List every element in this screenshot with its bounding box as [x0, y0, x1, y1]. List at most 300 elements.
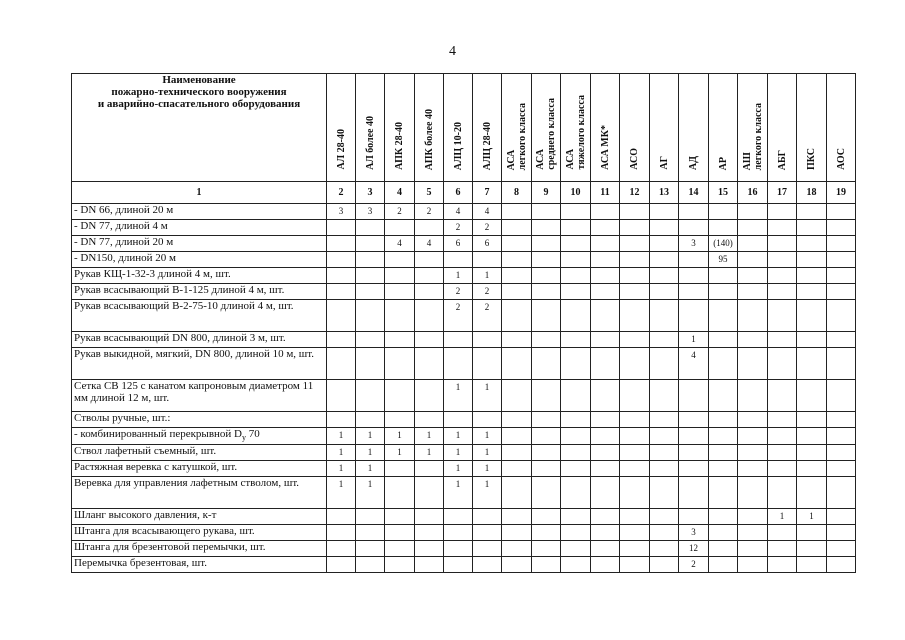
table-row — [72, 477, 856, 509]
table-cell — [827, 509, 856, 525]
table-row — [72, 445, 856, 461]
row-name — [72, 477, 327, 509]
table-cell — [502, 204, 532, 220]
table-cell — [561, 445, 591, 461]
table-cell — [768, 268, 797, 284]
table-cell — [620, 204, 650, 220]
column-number: 15 — [709, 182, 738, 204]
table-cell — [532, 348, 561, 380]
table-cell — [827, 236, 856, 252]
table-cell — [385, 220, 415, 236]
table-cell — [797, 380, 827, 412]
table-cell — [709, 412, 738, 428]
table-cell — [738, 412, 768, 428]
table-cell — [738, 220, 768, 236]
table-cell — [738, 204, 768, 220]
row-name — [72, 268, 327, 284]
column-number: 17 — [768, 182, 797, 204]
table-cell — [797, 268, 827, 284]
column-header-label — [806, 148, 817, 170]
table-row — [72, 557, 856, 573]
table-cell — [415, 348, 444, 380]
table-cell — [532, 541, 561, 557]
column-header-line: АСА МК* — [599, 125, 611, 170]
table-cell — [620, 541, 650, 557]
table-cell — [650, 509, 679, 525]
table-cell — [415, 332, 444, 348]
table-cell — [502, 284, 532, 300]
column-header-label — [535, 98, 557, 170]
row-name — [72, 236, 327, 252]
table-cell — [797, 557, 827, 573]
row-name-text: 70 — [246, 428, 260, 440]
table-cell — [591, 348, 620, 380]
table-cell — [327, 300, 356, 332]
row-name — [72, 461, 327, 477]
table-cell — [532, 445, 561, 461]
table-cell — [650, 525, 679, 541]
table-cell — [561, 204, 591, 220]
column-number: 4 — [385, 182, 415, 204]
table-cell: 2 — [444, 300, 473, 332]
table-cell — [502, 348, 532, 380]
column-number: 19 — [827, 182, 856, 204]
name-header-line: Наименование — [162, 74, 236, 86]
column-header — [620, 74, 650, 182]
column-header-label — [482, 122, 493, 170]
table-cell — [473, 541, 502, 557]
table-cell — [620, 461, 650, 477]
table-cell — [327, 348, 356, 380]
table-cell — [738, 284, 768, 300]
table-cell — [797, 412, 827, 428]
column-header-line: АБГ — [776, 149, 788, 170]
column-header-label — [777, 150, 788, 170]
table-cell — [473, 348, 502, 380]
equipment-table — [71, 73, 856, 573]
table-cell — [415, 220, 444, 236]
table-cell — [738, 252, 768, 268]
column-number: 1 — [72, 182, 327, 204]
column-number: 12 — [620, 182, 650, 204]
column-header-line: АПК более 40 — [423, 108, 435, 170]
table-cell — [561, 461, 591, 477]
table-cell — [650, 557, 679, 573]
table-cell — [768, 557, 797, 573]
table-cell — [679, 461, 709, 477]
column-header-label — [688, 156, 699, 170]
table-cell — [327, 268, 356, 284]
row-name — [72, 332, 327, 348]
row-name — [72, 445, 327, 461]
table-cell — [650, 477, 679, 509]
table-cell — [561, 509, 591, 525]
column-number: 13 — [650, 182, 679, 204]
column-header-line: АЛ 28-40 — [335, 129, 347, 170]
column-header-label — [629, 148, 640, 170]
table-cell — [797, 525, 827, 541]
table-row — [72, 509, 856, 525]
table-cell — [709, 525, 738, 541]
table-cell — [327, 412, 356, 428]
table-row — [72, 525, 856, 541]
table-cell — [532, 525, 561, 541]
table-cell — [502, 509, 532, 525]
table-cell — [797, 541, 827, 557]
column-header-label — [365, 116, 376, 170]
column-header-line: АСО — [629, 148, 640, 170]
row-name-text: Рукав всасывающий В-2-75-10 длиной 4 м, шт. — [74, 300, 294, 312]
row-name-text: Рукав всасывающий DN 800, длиной 3 м, шт. — [74, 332, 286, 344]
table-cell: 3 — [356, 204, 385, 220]
table-cell: 1 — [473, 477, 502, 509]
table-cell — [797, 461, 827, 477]
table-cell — [385, 525, 415, 541]
column-header — [650, 74, 679, 182]
table-cell — [768, 461, 797, 477]
table-cell — [738, 509, 768, 525]
table-cell — [502, 236, 532, 252]
table-cell — [797, 332, 827, 348]
column-header-line: АЛЦ 10-20 — [452, 121, 464, 170]
column-header-line: АШ — [741, 151, 753, 170]
table-cell — [650, 204, 679, 220]
table-cell — [444, 412, 473, 428]
table-cell: 1 — [444, 445, 473, 461]
table-cell — [561, 236, 591, 252]
table-cell — [827, 445, 856, 461]
table-cell — [738, 428, 768, 445]
table-cell — [709, 220, 738, 236]
table-cell: 1 — [356, 461, 385, 477]
column-header-line: АГ — [658, 156, 670, 170]
table-cell — [561, 252, 591, 268]
table-cell: 4 — [385, 236, 415, 252]
table-cell — [709, 461, 738, 477]
table-cell — [502, 268, 532, 284]
table-cell — [827, 541, 856, 557]
row-name-text: - DN 77, длиной 4 м — [74, 220, 168, 232]
table-cell: 1 — [473, 380, 502, 412]
column-number: 5 — [415, 182, 444, 204]
table-cell — [768, 428, 797, 445]
table-cell — [502, 461, 532, 477]
table-cell — [532, 332, 561, 348]
column-header — [385, 74, 415, 182]
table-cell — [385, 268, 415, 284]
table-cell — [356, 557, 385, 573]
table-cell — [620, 412, 650, 428]
table-cell — [532, 252, 561, 268]
table-cell — [385, 541, 415, 557]
table-cell: 4 — [444, 204, 473, 220]
table-cell — [768, 332, 797, 348]
table-cell: 1 — [385, 445, 415, 461]
table-cell — [415, 284, 444, 300]
table-cell: 1 — [385, 428, 415, 445]
row-name-text: Веревка для управления лафетным стволом, шт. — [74, 477, 300, 490]
table-cell — [650, 236, 679, 252]
table-cell — [620, 509, 650, 525]
table-cell — [502, 412, 532, 428]
table-cell — [738, 332, 768, 348]
column-number: 16 — [738, 182, 768, 204]
table-cell — [620, 332, 650, 348]
table-cell — [709, 557, 738, 573]
table-cell — [827, 428, 856, 445]
column-number: 7 — [473, 182, 502, 204]
table-cell — [738, 268, 768, 284]
table-cell: 6 — [473, 236, 502, 252]
column-header — [327, 74, 356, 182]
row-name — [72, 428, 327, 445]
table-cell — [620, 268, 650, 284]
table-cell: 4 — [679, 348, 709, 380]
column-number: 8 — [502, 182, 532, 204]
table-cell: 12 — [679, 541, 709, 557]
table-cell — [327, 541, 356, 557]
table-cell — [561, 525, 591, 541]
table-cell — [415, 525, 444, 541]
header-row — [72, 74, 856, 182]
table-cell: 2 — [444, 220, 473, 236]
table-cell: 2 — [473, 284, 502, 300]
table-cell — [797, 252, 827, 268]
table-cell — [561, 284, 591, 300]
table-cell — [444, 525, 473, 541]
table-cell — [827, 525, 856, 541]
table-cell — [797, 428, 827, 445]
column-header-label — [836, 148, 847, 170]
column-number: 11 — [591, 182, 620, 204]
table-cell — [561, 380, 591, 412]
table-cell — [385, 348, 415, 380]
table-cell — [444, 252, 473, 268]
table-cell — [827, 412, 856, 428]
table-cell — [444, 509, 473, 525]
table-cell — [797, 445, 827, 461]
table-cell — [561, 557, 591, 573]
column-header-label — [336, 129, 347, 170]
table-cell — [385, 300, 415, 332]
row-name — [72, 525, 327, 541]
table-cell — [473, 509, 502, 525]
table-row — [72, 332, 856, 348]
table-cell — [738, 300, 768, 332]
column-header — [532, 74, 561, 182]
table-cell — [385, 557, 415, 573]
table-cell — [356, 300, 385, 332]
table-cell — [679, 220, 709, 236]
table-row — [72, 236, 856, 252]
table-row — [72, 268, 856, 284]
column-header-line: АР — [717, 156, 729, 170]
table-cell — [738, 380, 768, 412]
column-header-line: АЛ более 40 — [364, 116, 376, 170]
table-cell: 2 — [473, 220, 502, 236]
table-body — [72, 204, 856, 573]
column-header — [473, 74, 502, 182]
column-number: 6 — [444, 182, 473, 204]
table-cell — [620, 557, 650, 573]
table-cell — [768, 284, 797, 300]
row-name — [72, 412, 327, 428]
table-cell — [768, 477, 797, 509]
table-cell: 1 — [415, 445, 444, 461]
table-row — [72, 348, 856, 380]
table-cell — [385, 412, 415, 428]
table-cell — [738, 348, 768, 380]
table-cell — [768, 236, 797, 252]
table-cell — [797, 348, 827, 380]
table-cell: 1 — [473, 445, 502, 461]
row-name — [72, 284, 327, 300]
row-name-text: - DN 66, длиной 20 м — [74, 204, 174, 216]
table-cell — [709, 284, 738, 300]
table-cell — [591, 380, 620, 412]
column-header-line: АОС — [835, 148, 847, 170]
table-row — [72, 220, 856, 236]
table-cell — [738, 461, 768, 477]
table-cell: 1 — [327, 428, 356, 445]
table-cell — [591, 332, 620, 348]
column-header-line: АД — [688, 155, 699, 170]
table-cell — [738, 236, 768, 252]
table-cell — [679, 204, 709, 220]
table-cell — [591, 557, 620, 573]
table-cell — [385, 477, 415, 509]
table-cell: 1 — [415, 428, 444, 445]
table-cell — [591, 412, 620, 428]
table-cell — [532, 509, 561, 525]
table-cell — [327, 380, 356, 412]
table-cell — [650, 445, 679, 461]
table-cell — [561, 348, 591, 380]
column-header-label — [659, 156, 670, 170]
row-name-subscript: у — [242, 433, 246, 443]
row-name — [72, 541, 327, 557]
table-row — [72, 380, 856, 412]
table-cell — [620, 284, 650, 300]
table-cell — [768, 348, 797, 380]
table-cell — [709, 300, 738, 332]
table-cell — [415, 509, 444, 525]
table-cell — [738, 541, 768, 557]
table-cell — [620, 445, 650, 461]
table-cell — [679, 268, 709, 284]
table-cell — [591, 268, 620, 284]
table-cell — [327, 252, 356, 268]
table-cell: 2 — [473, 300, 502, 332]
table-cell — [650, 461, 679, 477]
table-cell — [561, 412, 591, 428]
column-header-line: тяжелого класса — [575, 95, 587, 170]
table-cell — [591, 509, 620, 525]
table-cell — [709, 541, 738, 557]
table-cell — [385, 380, 415, 412]
column-number: 3 — [356, 182, 385, 204]
name-column-header — [72, 74, 327, 182]
table-cell — [679, 300, 709, 332]
table-cell — [502, 541, 532, 557]
table-cell — [502, 380, 532, 412]
table-cell — [502, 332, 532, 348]
table-cell — [797, 477, 827, 509]
table-cell — [415, 477, 444, 509]
table-cell — [591, 284, 620, 300]
table-cell — [502, 557, 532, 573]
column-header-label — [424, 109, 435, 170]
column-header — [591, 74, 620, 182]
table-cell — [502, 300, 532, 332]
table-cell — [415, 412, 444, 428]
column-header-line: АСА — [564, 149, 576, 170]
table-cell — [650, 541, 679, 557]
table-cell: 1 — [327, 445, 356, 461]
table-cell — [356, 268, 385, 284]
table-cell — [473, 525, 502, 541]
table-cell — [473, 252, 502, 268]
table-cell — [415, 541, 444, 557]
table-cell — [620, 380, 650, 412]
table-cell — [679, 412, 709, 428]
table-cell — [650, 268, 679, 284]
table-row — [72, 461, 856, 477]
row-name-text: Рукав всасывающий В-1-125 длиной 4 м, шт. — [74, 284, 285, 296]
table-cell — [502, 477, 532, 509]
table-cell — [797, 236, 827, 252]
column-header-label — [600, 125, 611, 170]
table-cell — [620, 300, 650, 332]
row-name-text: - DN 77, длиной 20 м — [74, 236, 174, 248]
table-cell — [356, 525, 385, 541]
column-header — [502, 74, 532, 182]
table-cell — [827, 348, 856, 380]
table-cell — [591, 541, 620, 557]
table-cell — [385, 509, 415, 525]
column-header-line: легкого класса — [516, 102, 528, 170]
table-cell — [356, 220, 385, 236]
table-cell — [502, 445, 532, 461]
table-cell — [591, 428, 620, 445]
row-name — [72, 204, 327, 220]
table-cell — [827, 268, 856, 284]
table-cell — [768, 380, 797, 412]
table-cell — [827, 300, 856, 332]
table-cell — [827, 220, 856, 236]
column-header — [738, 74, 768, 182]
name-header-line: и аварийно-спасательного оборудования — [97, 98, 301, 110]
table-cell — [327, 220, 356, 236]
table-cell — [709, 477, 738, 509]
row-name-text: Перемычка брезентовая, шт. — [74, 557, 207, 570]
column-header-line: легкого класса — [752, 102, 764, 170]
table-row — [72, 300, 856, 332]
table-cell — [797, 300, 827, 332]
column-header-label — [718, 157, 729, 170]
table-cell — [679, 380, 709, 412]
row-name-text: Стволы ручные, шт.: — [74, 412, 171, 424]
table-row — [72, 284, 856, 300]
table-cell — [620, 252, 650, 268]
table-cell — [768, 525, 797, 541]
table-cell — [709, 268, 738, 284]
table-cell — [709, 204, 738, 220]
column-header-label — [565, 95, 587, 170]
table-cell — [768, 445, 797, 461]
table-cell — [768, 252, 797, 268]
table-cell — [532, 220, 561, 236]
